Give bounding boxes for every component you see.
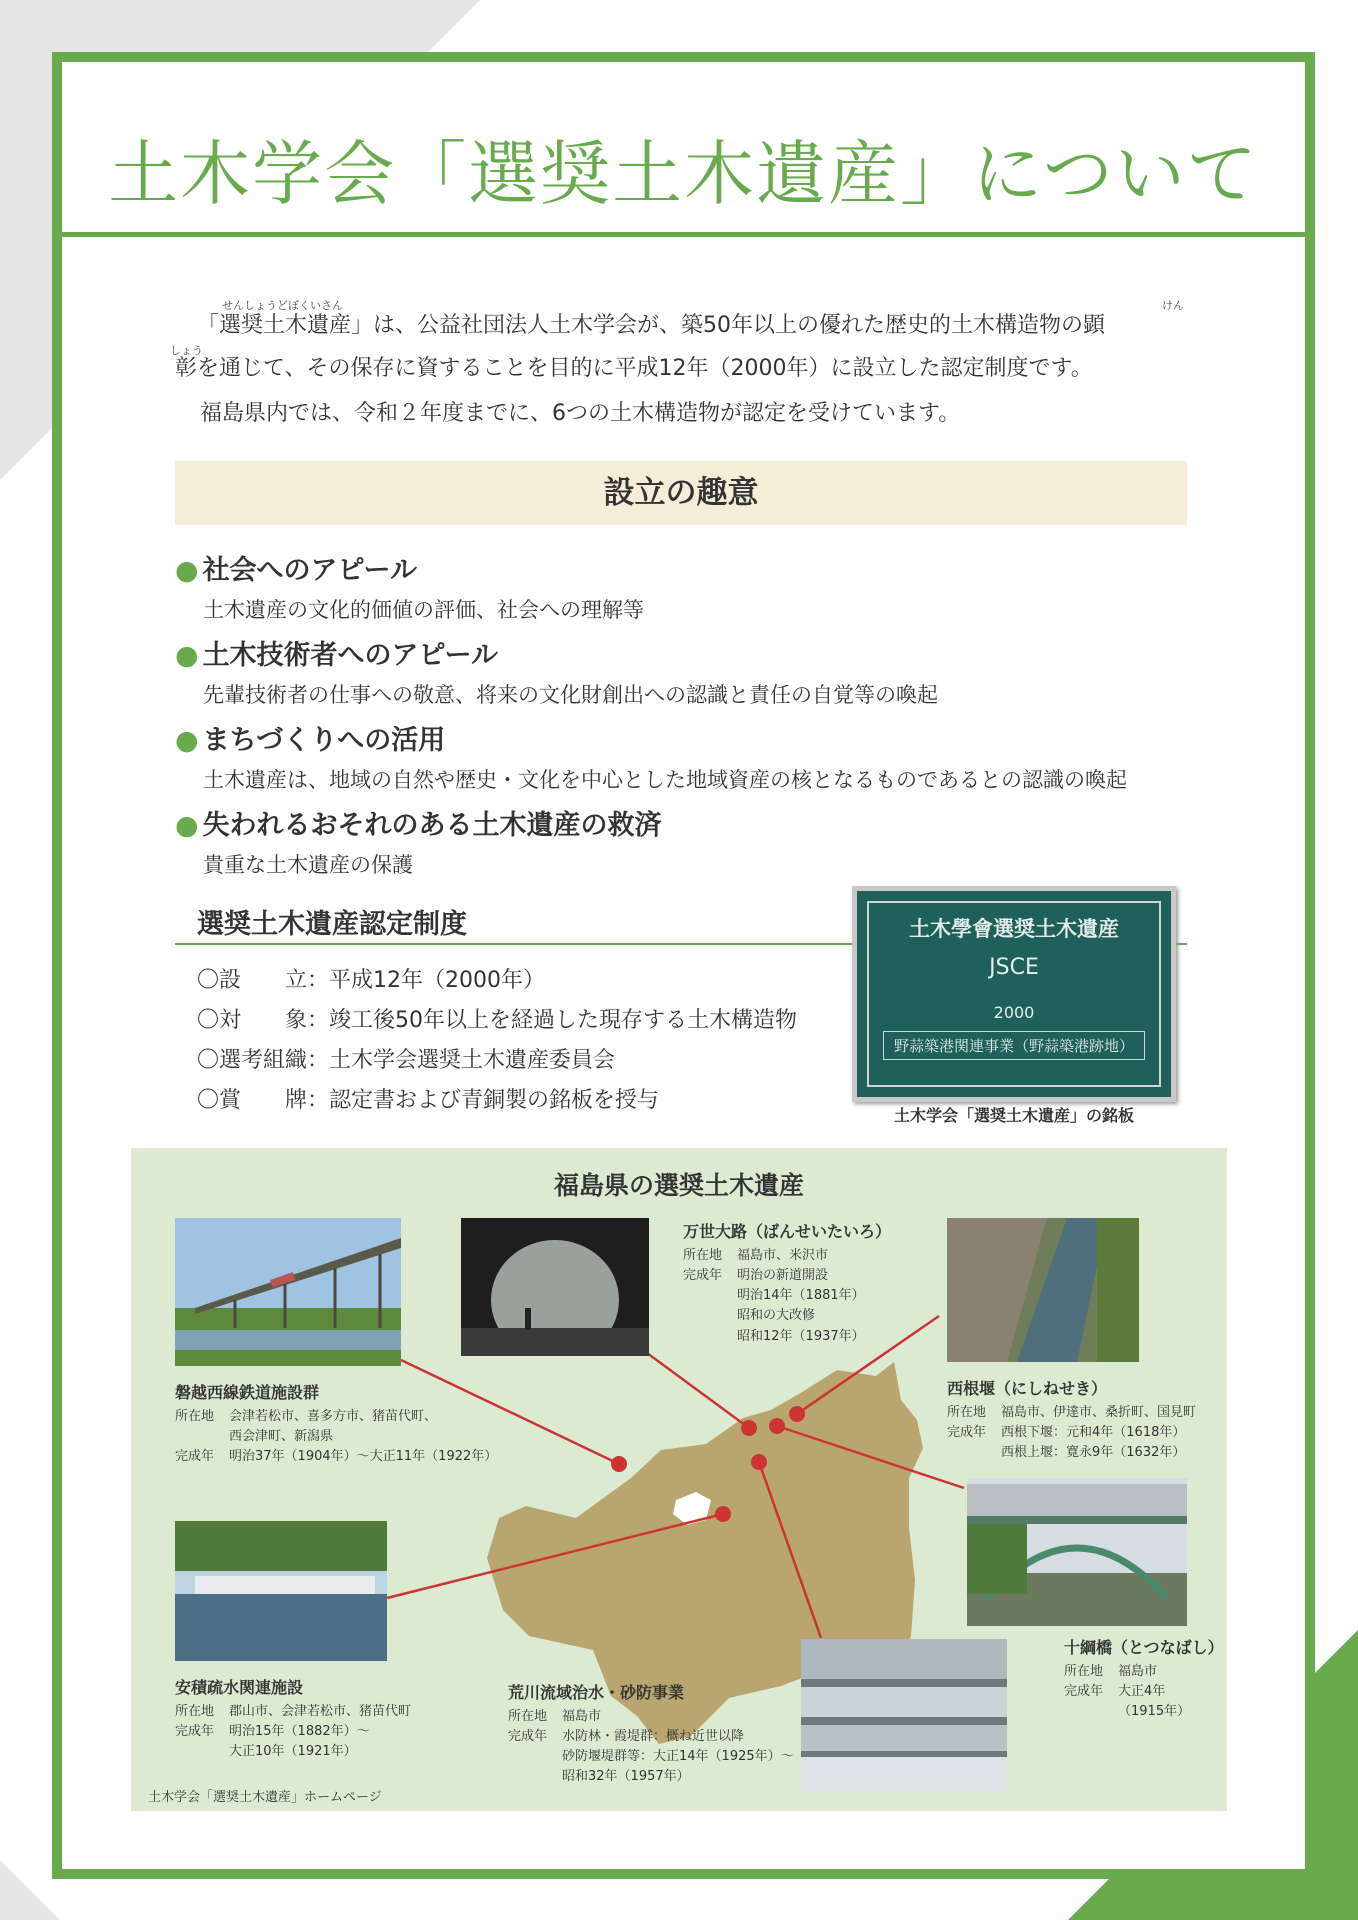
site-info: 所在地 会津若松市、喜多方市、猪苗代町、 西会津町、新潟県 完成年 明治37年（1904年）～大正11年（1922年） <box>175 1409 498 1465</box>
intro-line-3: 福島県内では、令和２年度までに、6つの土木構造物が認定を受けています。 <box>200 401 961 426</box>
site-info: 所在地 福島市 完成年 水防林・霞堤群：概ね近世以降 砂防堰堤群等：大正14年（1925年）～ 昭和32年（1957年） <box>508 1709 794 1785</box>
site-name: 西根堰（にしねせき） <box>947 1379 1108 1398</box>
bullet-dot-icon: ● <box>175 725 199 756</box>
marker-nishine <box>789 1406 805 1422</box>
marker-arakawa <box>751 1454 767 1470</box>
plaque-image <box>852 886 1176 1102</box>
decor-triangle-bottom-left <box>0 1860 60 1920</box>
title-divider <box>62 232 1305 237</box>
bullet-dot-icon: ● <box>175 555 199 586</box>
purpose-item-title: ● 土木技術者へのアピール <box>175 640 498 671</box>
ruby-ken: けん <box>1162 299 1184 312</box>
system-row: 〇設 立：平成12年（2000年） <box>197 968 545 993</box>
purpose-item-desc: 土木遺産は、地域の自然や歴史・文化を中心とした地域資産の核となるものであるとの認識の喚起 <box>203 768 1127 792</box>
site-arakawa <box>508 1680 794 1788</box>
site-name: 磐越西線鉄道施設群 <box>175 1383 320 1402</box>
page-title: 土木学会「選奨土木遺産」について <box>108 133 1259 215</box>
plaque-caption: 土木学会「選奨土木遺産」の銘板 <box>893 1106 1134 1125</box>
plaque-site: 野蒜築港関連事業（野蒜築港跡地） <box>883 1031 1145 1060</box>
site-name: 万世大路（ばんせいたいろ） <box>683 1222 892 1241</box>
system-row: 〇賞 牌：認定書および青銅製の銘板を授与 <box>197 1088 660 1113</box>
site-nishine <box>947 1376 1196 1463</box>
photo-nishine-weir <box>947 1218 1139 1362</box>
site-asaka <box>175 1675 411 1762</box>
marker-ganetsu <box>611 1456 627 1472</box>
site-info: 所在地 福島市、米沢市 完成年 明治の新道開設 明治14年（1881年） 昭和の大改修 昭和12年（1937年） <box>683 1248 865 1344</box>
marker-totsuna <box>769 1418 785 1434</box>
site-info: 所在地 福島市、伊達市、桑折町、国見町 完成年 西根下堰：元和4年（1618年） 西根上堰：寛永9年（1632年） <box>947 1405 1197 1461</box>
bullet-dot-icon: ● <box>175 810 199 841</box>
site-name: 安積疏水関連施設 <box>175 1678 304 1697</box>
marker-bansei <box>741 1420 757 1436</box>
plaque-title: 土木學會選奨土木遺産 <box>909 917 1119 941</box>
ruby-senshou: せんしょうどぼくいさん <box>222 299 343 312</box>
purpose-item-title: ● 失われるおそれのある土木遺産の救済 <box>175 810 662 841</box>
map-title: 福島県の選奨土木遺産 <box>553 1171 804 1200</box>
connector-bansei <box>647 1353 749 1428</box>
jsce-logo-icon: JSCE <box>989 955 1039 980</box>
site-name: 荒川流域治水・砂防事業 <box>508 1683 685 1702</box>
site-name: 十綱橋（とつなばし） <box>1064 1638 1224 1657</box>
site-info: 所在地 郡山市、会津若松市、猪苗代町 完成年 明治15年（1882年）～ 大正10年（1921年） <box>175 1704 412 1760</box>
purpose-item-title: ● まちづくりへの活用 <box>175 725 446 756</box>
plaque-year: 2000 <box>993 1003 1035 1022</box>
purpose-item-desc: 先輩技術者の仕事への敬意、将来の文化財創出への認識と責任の自覚等の喚起 <box>203 683 938 707</box>
ruby-shou: しょう <box>170 344 203 357</box>
purpose-item-desc: 貴重な土木遺産の保護 <box>203 853 413 877</box>
intro-line-1: 「選奨土木遺産」は、公益社団法人土木学会が、築50年以上の優れた歴史的土木構造物の顕 <box>197 313 1105 338</box>
intro-line-2: 彰を通じて、その保存に資することを目的に平成12年（2000年）に設立した認定制度です。 <box>175 356 1093 381</box>
photo-bansei-tunnel <box>461 1218 649 1356</box>
map-source: 土木学会「選奨土木遺産」ホームページ <box>148 1790 382 1805</box>
system-row: 〇対 象：竣工後50年以上を経過した現存する土木構造物 <box>197 1008 797 1033</box>
system-row: 〇選考組織：土木学会選奨土木遺産委員会 <box>197 1048 616 1073</box>
purpose-heading: 設立の趣意 <box>175 461 1187 525</box>
marker-asaka <box>715 1506 731 1522</box>
photo-arakawa-dam <box>801 1639 1007 1791</box>
purpose-item-desc: 土木遺産の文化的価値の評価、社会への理解等 <box>203 598 644 622</box>
photo-totsuna-bridge <box>967 1478 1187 1626</box>
bullet-dot-icon: ● <box>175 640 199 671</box>
site-totsuna <box>1064 1635 1224 1722</box>
purpose-item-title: ● 社会へのアピール <box>175 555 417 586</box>
site-ganetsu <box>175 1380 497 1467</box>
system-heading: 選奨土木遺産認定制度 <box>197 909 467 940</box>
photo-asaka-canal <box>175 1521 387 1661</box>
photo-ganetsu-railway <box>175 1218 401 1366</box>
site-info: 所在地 福島市 完成年 大正4年 （1915年） <box>1064 1664 1191 1720</box>
site-bansei <box>683 1219 891 1347</box>
